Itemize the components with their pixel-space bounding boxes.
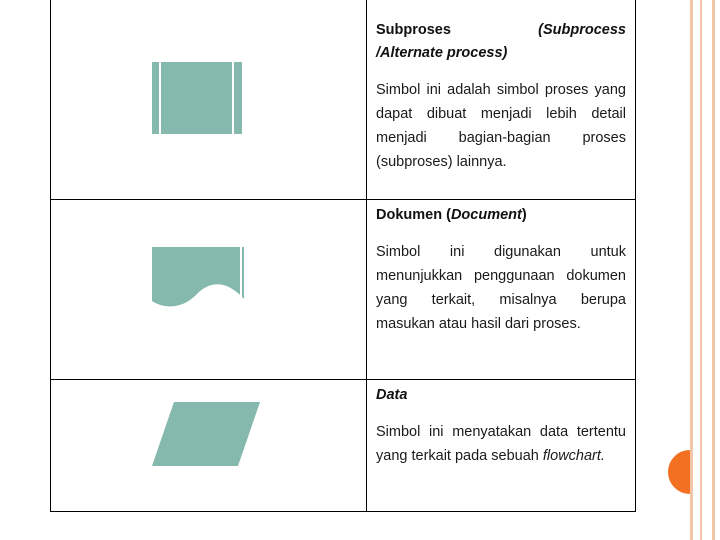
document-shape (152, 247, 244, 306)
document-right-edge (240, 247, 242, 299)
subprocess-title (376, 19, 626, 65)
data-symbol (152, 402, 260, 466)
desc-cell-subprocess (367, 0, 636, 199)
subprocess-right-bar (232, 62, 234, 134)
document-title: Dokumen (Document) (376, 206, 527, 223)
document-title-main: Dokumen (376, 206, 443, 223)
subprocess-symbol (152, 62, 242, 134)
table-row-subprocess (51, 0, 636, 199)
symbol-cell-document (51, 199, 367, 379)
document-symbol (152, 247, 244, 309)
document-description: Simbol ini digunakan untuk menunjukkan penggunaan dokumen yang terkait, misalnya berupa masukan atau hasil dari proses. (376, 243, 626, 332)
desc-cell-document (367, 199, 636, 379)
symbol-cell-data (51, 379, 367, 511)
data-parallelogram (152, 402, 260, 466)
subprocess-description: Simbol ini adalah simbol proses yang dapat dibuat menjadi lebih detail menjadi bagian-bagian proses (subproses) lainnya. (376, 82, 626, 170)
frame-line-1 (690, 0, 693, 540)
table-row-data (51, 379, 636, 511)
symbol-cell-subprocess (51, 0, 367, 199)
data-description-italic: flowchart. (542, 447, 605, 464)
subprocess-title-alt-2: /Alternate process) (376, 45, 508, 61)
subprocess-title-main: Subproses (376, 22, 451, 38)
subprocess-title-alt-1: (Subprocess (538, 22, 626, 38)
flowchart-symbol-table (50, 0, 636, 512)
data-description (376, 420, 626, 468)
data-title (376, 384, 626, 407)
subprocess-left-bar (159, 62, 161, 134)
data-description-main: Simbol ini menyatakan data tertentu yang terkait pada sebuah (376, 423, 626, 464)
subprocess-box (152, 62, 242, 134)
frame-line-2 (700, 0, 702, 540)
table-row-document (51, 199, 636, 379)
document-title-alt: Document (450, 206, 522, 223)
data-title-main: Data (376, 386, 408, 403)
desc-cell-data (367, 379, 636, 511)
frame-line-3 (712, 0, 715, 540)
